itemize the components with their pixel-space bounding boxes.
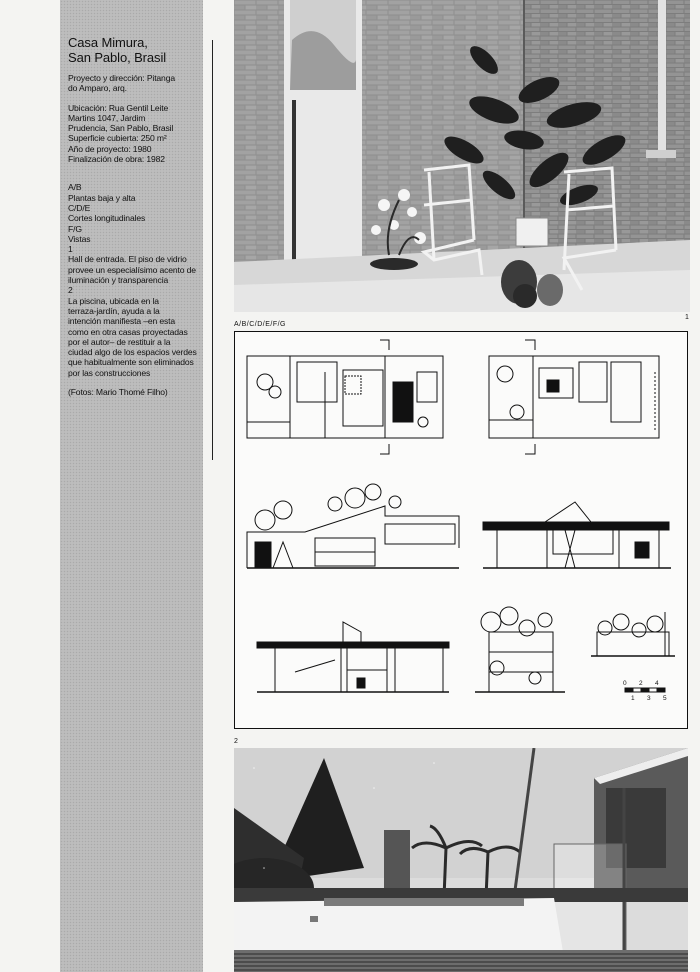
credits: Proyecto y dirección: Pitanga do Amparo, arq. [68, 73, 175, 94]
svg-text:3: 3 [647, 695, 651, 702]
sidebar-rule [212, 40, 213, 460]
pool-terrace-photo [234, 748, 688, 972]
view-g [591, 612, 675, 656]
project-details: Ubicación: Rua Gentil Leite Martins 1047, Jardim Prudencia, San Pablo, Brasil Superficie cubierta: 250 m² Año de proyecto: 1980 Finalización de obra: 1982 [68, 102, 174, 165]
architectural-drawings [235, 332, 687, 728]
photo1-number: 1 [685, 314, 689, 321]
svg-text:2: 2 [639, 680, 643, 687]
sidebar-text [68, 35, 202, 397]
svg-text:1: 1 [631, 695, 635, 702]
section-e [257, 622, 449, 692]
plans-label: A/B/C/D/E/F/G [234, 321, 287, 328]
photo2-number: 2 [234, 738, 238, 745]
section-c [247, 484, 459, 568]
figure-captions: A/B Plantas baja y alta C/D/E Cortes longitudinales F/G Vistas 1 Hall de entrada. El piso de vidrio provee un especialísimo acento de iluminación y transparencia 2 La piscina, ubicada en la terraza-jardín, ayuda a la intención manifiesta –en esta como en otra casas proyectadas por el autor– de restituir a la ciudad algo de los espacios verdes que habitualmente son eliminados por las construcciones [68, 182, 197, 378]
article-title: Casa Mimura, San Pablo, Brasil [68, 35, 167, 65]
entrance-hall-photo [234, 0, 690, 312]
section-d [483, 502, 671, 568]
plan-a [247, 340, 443, 454]
svg-text:4: 4 [655, 680, 659, 687]
svg-text:5: 5 [663, 695, 667, 702]
view-f [475, 607, 565, 692]
svg-text:0: 0 [623, 680, 627, 687]
plan-b [489, 340, 659, 454]
scale-bar [625, 688, 665, 692]
photo-credit: (Fotos: Mario Thomé Filho) [68, 387, 168, 398]
plans-drawing-panel [234, 331, 688, 729]
